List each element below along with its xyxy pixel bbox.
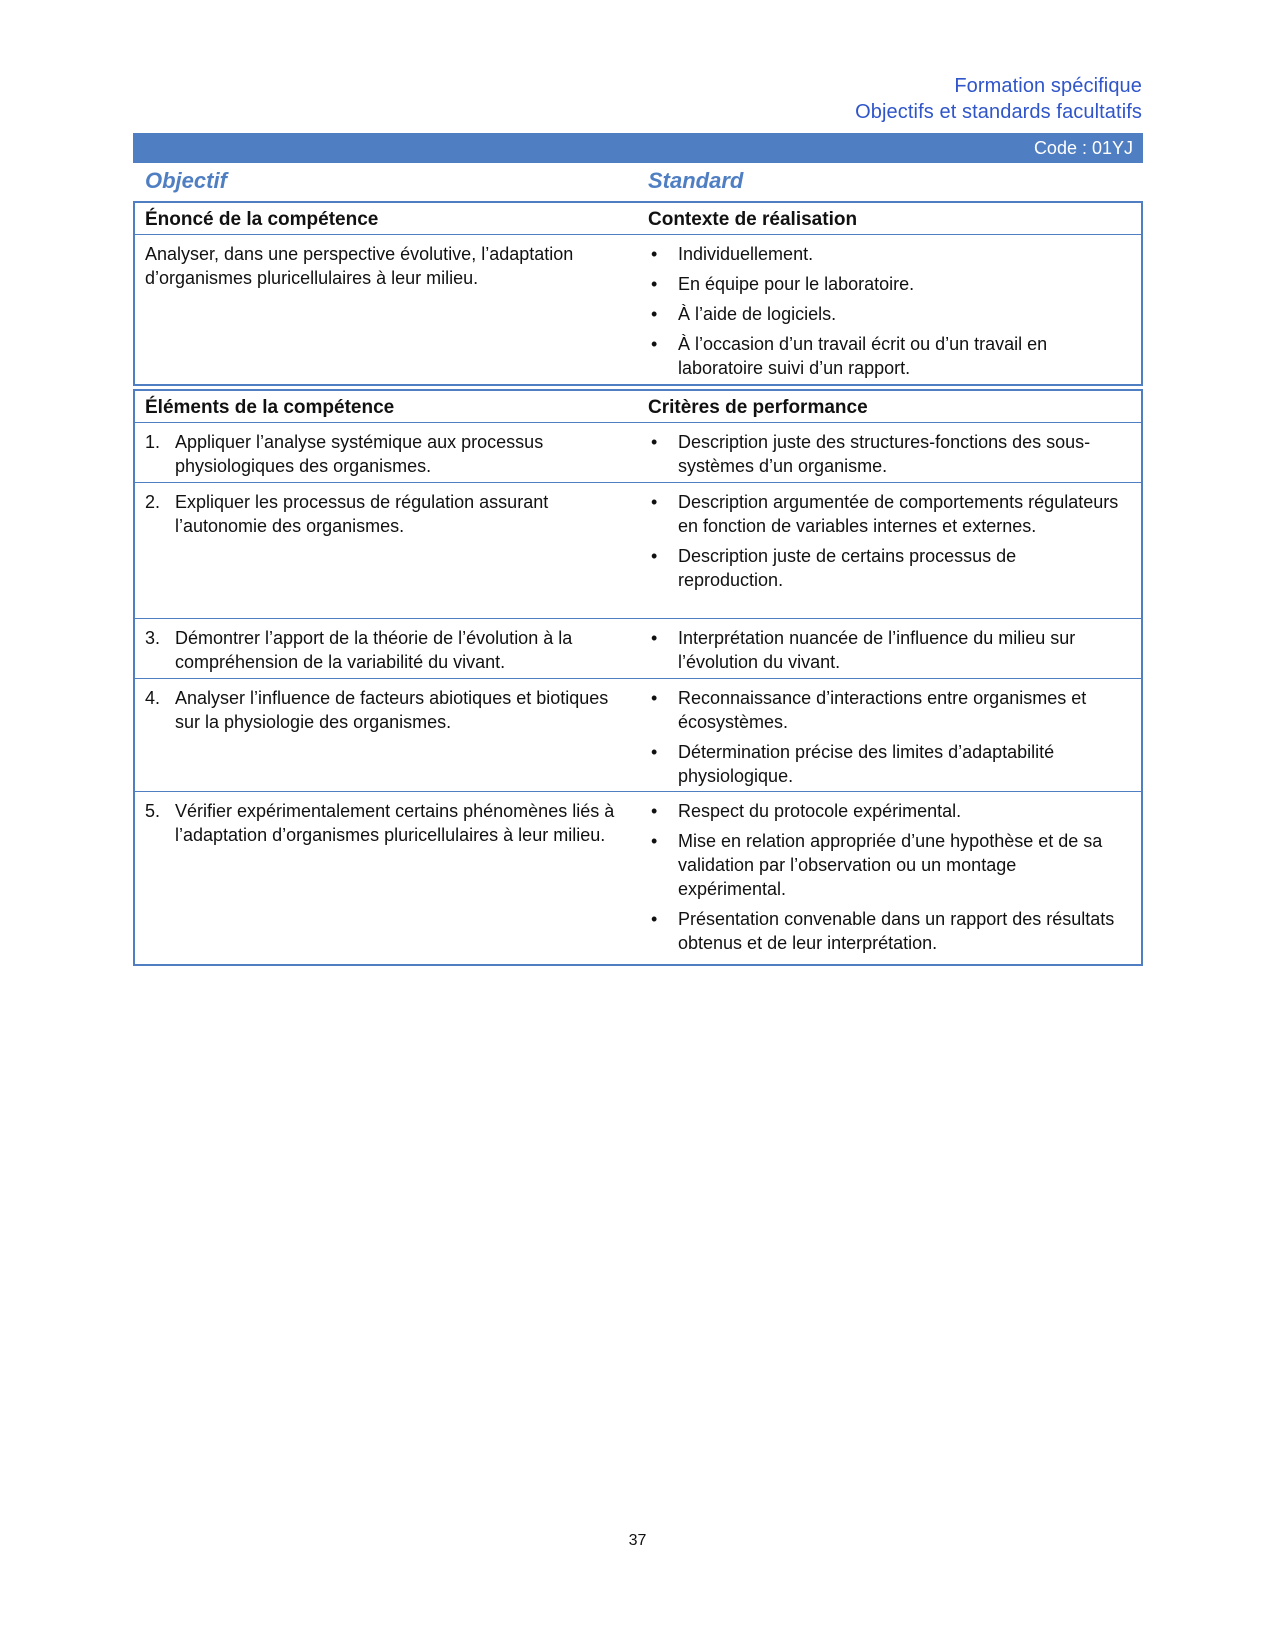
context-item-text: À l’aide de logiciels. bbox=[678, 304, 837, 324]
column-heading-objective: Objectif bbox=[145, 168, 227, 193]
competence-header-row bbox=[135, 203, 1141, 235]
elements-heading: Éléments de la compétence bbox=[145, 397, 395, 418]
competence-statement-heading: Énoncé de la compétence bbox=[145, 209, 379, 230]
table-row bbox=[135, 619, 1141, 679]
criterion-text: Description juste des structures-fonctions des sous-systèmes d’un organisme. bbox=[678, 432, 1091, 476]
column-heading-standard: Standard bbox=[648, 168, 744, 193]
competence-table bbox=[133, 201, 1143, 386]
context-list bbox=[648, 242, 1123, 386]
table-row bbox=[135, 483, 1141, 619]
competence-body-row bbox=[135, 235, 1141, 383]
list-item bbox=[648, 907, 1123, 955]
element-number: 4. bbox=[145, 688, 161, 708]
context-heading: Contexte de réalisation bbox=[648, 209, 858, 230]
header-title-line2: Objectifs et standards facultatifs bbox=[855, 101, 1142, 123]
criteria-cell bbox=[648, 430, 1123, 484]
element-number: 5. bbox=[145, 801, 161, 821]
list-item bbox=[648, 302, 1123, 326]
bullet-icon: • bbox=[651, 492, 658, 512]
element-cell bbox=[145, 430, 615, 478]
list-item bbox=[648, 242, 1123, 266]
header-band bbox=[133, 133, 1143, 163]
header-title-line1: Formation spécifique bbox=[954, 75, 1142, 97]
bullet-icon: • bbox=[651, 831, 658, 851]
element-number: 2. bbox=[145, 492, 161, 512]
bullet-icon: • bbox=[651, 244, 658, 264]
bullet-icon: • bbox=[651, 909, 658, 929]
criteria-cell bbox=[648, 626, 1123, 680]
list-item bbox=[648, 740, 1123, 788]
criterion-text: Interprétation nuancée de l’influence du milieu sur l’évolution du vivant. bbox=[678, 628, 1076, 672]
element-text: Appliquer l’analyse systémique aux processus physiologiques des organismes. bbox=[175, 432, 544, 476]
criteria-cell bbox=[648, 686, 1123, 794]
list-item bbox=[648, 544, 1123, 592]
element-number: 3. bbox=[145, 628, 161, 648]
context-item-text: Individuellement. bbox=[678, 244, 814, 264]
table-row bbox=[135, 679, 1141, 792]
list-item bbox=[648, 829, 1123, 901]
list-item bbox=[648, 626, 1123, 674]
context-item-text: À l’occasion d’un travail écrit ou d’un travail en laboratoire suivi d’un rapport. bbox=[678, 334, 1048, 378]
element-cell bbox=[145, 626, 615, 674]
elements-table bbox=[133, 389, 1143, 966]
bullet-icon: • bbox=[651, 688, 658, 708]
element-text: Vérifier expérimentalement certains phénomènes liés à l’adaptation d’organismes pluricellulaires à leur milieu. bbox=[175, 801, 615, 845]
element-text: Expliquer les processus de régulation assurant l’autonomie des organismes. bbox=[175, 492, 549, 536]
table-row bbox=[135, 792, 1141, 956]
bullet-icon: • bbox=[651, 274, 658, 294]
list-item bbox=[648, 490, 1123, 538]
criterion-text: Mise en relation appropriée d’une hypothèse et de sa validation par l’observation ou un montage expérimental. bbox=[678, 831, 1103, 899]
criteria-heading: Critères de performance bbox=[648, 397, 868, 418]
element-cell bbox=[145, 490, 615, 538]
context-item-text: En équipe pour le laboratoire. bbox=[678, 274, 915, 294]
course-code: Code : 01YJ bbox=[1033, 138, 1133, 158]
list-item bbox=[648, 332, 1123, 380]
criterion-text: Présentation convenable dans un rapport des résultats obtenus et de leur interprétation. bbox=[678, 909, 1115, 953]
bullet-icon: • bbox=[651, 432, 658, 452]
competence-statement bbox=[145, 242, 615, 290]
criterion-text: Description juste de certains processus de reproduction. bbox=[678, 546, 1017, 590]
competence-statement-text: Analyser, dans une perspective évolutive, l’adaptation d’organismes pluricellulaires à leur milieu. bbox=[145, 244, 574, 288]
element-text: Analyser l’influence de facteurs abiotiques et biotiques sur la physiologie des organismes. bbox=[175, 688, 609, 732]
bullet-icon: • bbox=[651, 304, 658, 324]
list-item bbox=[648, 430, 1123, 478]
criterion-text: Détermination précise des limites d’adaptabilité physiologique. bbox=[678, 742, 1055, 786]
bullet-icon: • bbox=[651, 742, 658, 762]
criteria-cell bbox=[648, 799, 1123, 961]
criteria-cell bbox=[648, 490, 1123, 598]
bullet-icon: • bbox=[651, 546, 658, 566]
list-item bbox=[648, 272, 1123, 296]
list-item bbox=[648, 686, 1123, 734]
element-number: 1. bbox=[145, 432, 161, 452]
element-cell bbox=[145, 799, 615, 847]
page-number: 37 bbox=[628, 1532, 647, 1549]
bullet-icon: • bbox=[651, 334, 658, 354]
criterion-text: Description argumentée de comportements régulateurs en fonction de variables internes et externes. bbox=[678, 492, 1119, 536]
list-item bbox=[648, 799, 1123, 823]
element-text: Démontrer l’apport de la théorie de l’évolution à la compréhension de la variabilité du vivant. bbox=[175, 628, 573, 672]
elements-header-row bbox=[135, 391, 1141, 423]
bullet-icon: • bbox=[651, 628, 658, 648]
bullet-icon: • bbox=[651, 801, 658, 821]
table-row bbox=[135, 423, 1141, 483]
criterion-text: Respect du protocole expérimental. bbox=[678, 801, 962, 821]
element-cell bbox=[145, 686, 615, 734]
criterion-text: Reconnaissance d’interactions entre organismes et écosystèmes. bbox=[678, 688, 1087, 732]
